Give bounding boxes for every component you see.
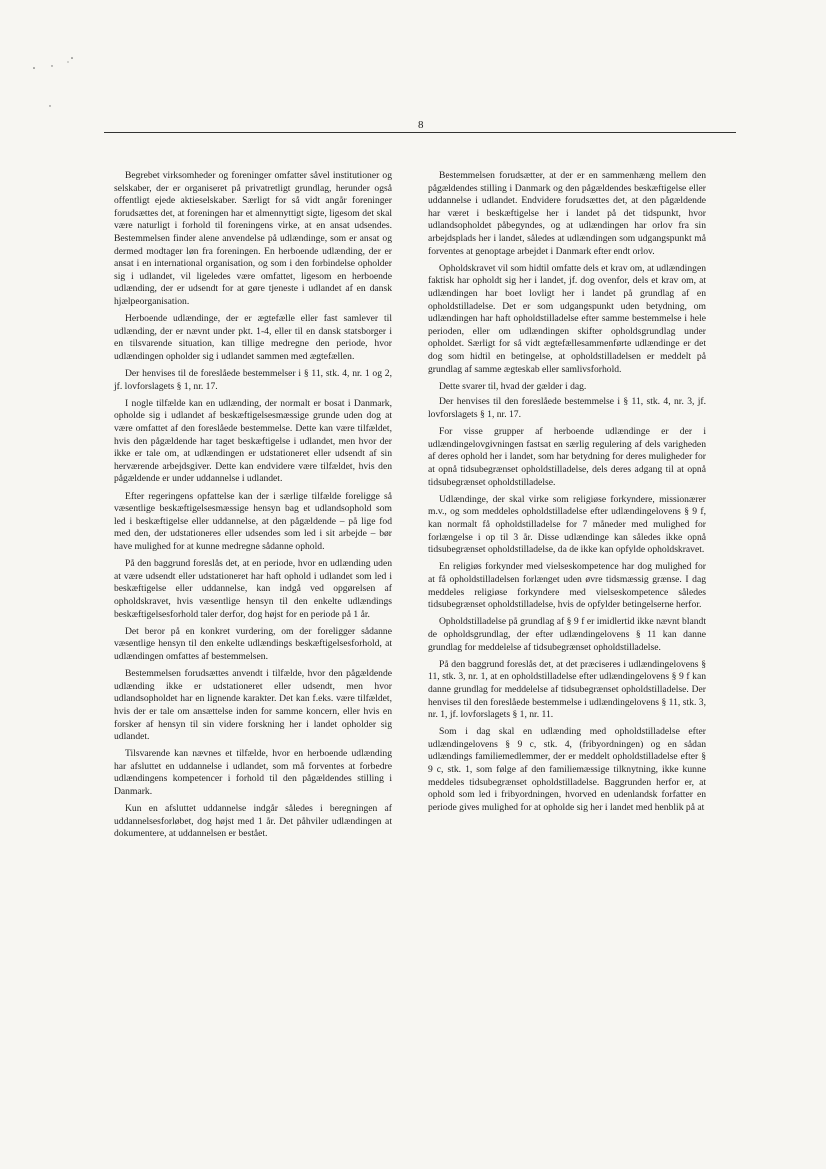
right-column: [428, 170, 706, 819]
paragraph: Efter regeringens opfattelse kan der i særlige tilfælde foreligge så væsentlige beskæftigelsesmæssige hensyn bag et udlandsophold som led i beskæftigelse eller uddannelse, at den pågældende – på lige fod med den, der udstationeres eller udsendes som led i sit arbejde – bør have mulighed for at kunne medregne sådanne ophold.: [114, 490, 392, 552]
paragraph: På den baggrund foreslås det, at det præciseres i udlændingelovens § 11, stk. 3, nr. 1, at en opholdstilladelse efter udlændingelovens § 9 f kan danne grundlag for meddelelse af tidsubegrænset opholdstilladelse. Der henvises til den foreslåede bestemmelse i udlændingelovens § 11, stk. 3, nr. 1, jf. lovforslagets § 1, nr. 11.: [428, 658, 706, 721]
paragraph: Kun en afsluttet uddannelse indgår således i beregningen af uddannelsesforløbet, dog højst med 1 år. Det påhviler udlændingen at dokumentere, at uddannelsen er bestået.: [114, 803, 392, 840]
paragraph: Der henvises til de foreslåede bestemmelser i § 11, stk. 4, nr. 1 og 2, jf. lovforslagets § 1, nr. 17.: [114, 368, 392, 392]
paragraph: Begrebet virksomheder og foreninger omfatter såvel institutioner og selskaber, der er organiseret på privatretligt grundlag, herunder også offentligt ejede aktieselskaber. Særligt for så vidt angår foreninger forudsættes det, at foreningen har et almennyttigt sigte, ligesom det skal være naturligt i forhold til foreningens virke, at en ansat udsendes. Bestemmelsen finder alene anvendelse på udlændinge, som er ansat og dermed modtager løn fra foreningen. En herboende udlænding, der er ansat i en international organisation, og som i den forbindelse opholder sig i udlandet, vil ligeledes være omfattet, ligesom en herboende udlænding, der er udsendt for at gøre tjeneste i udlandet af en dansk hjælpeorganisation.: [114, 170, 392, 307]
paragraph: Det beror på en konkret vurdering, om der foreligger sådanne væsentlige hensyn til den enkelte udlændings beskæftigelsesforhold, at udlændingen omfattes af bestemmelsen.: [114, 625, 392, 662]
paragraph: Opholdstilladelse på grundlag af § 9 f er imidlertid ikke nævnt blandt de opholdsgrundlag, der efter udlændingelovens § 11 kan danne grundlag for meddelelse af tidsubegrænset opholdstilladelse.: [428, 616, 706, 653]
left-column: [114, 170, 392, 846]
scan-specks: [28, 50, 88, 120]
header-rule: [104, 132, 736, 133]
paragraph: På den baggrund foreslås det, at en periode, hvor en udlænding uden at være udsendt eller udstationeret har haft ophold i udlandet som led i beskæftigelse eller uddannelse, kan indgå ved opgørelsen af opholdskravet, hvis væsentlige hensyn til den enkelte udlændings beskæftigelsesforhold taler derfor, dog højst for en periode på 1 år.: [114, 558, 392, 620]
paragraph: I nogle tilfælde kan en udlænding, der normalt er bosat i Danmark, opholde sig i udlandet af beskæftigelsesmæssige grunde uden dog at være omfattet af den foreslåede bestemmelse. Dette kan være tilfældet, hvis den pågældende har taget beskæftigelse i udlandet, men hvor der ikke er tale om, at udlændingen er udstationeret eller udsendt af sin herværende arbejdsgiver. Dette kan endvidere være tilfældet, hvis den pågældende er under uddannelse i udlandet.: [114, 397, 392, 485]
paragraph: Tilsvarende kan nævnes et tilfælde, hvor en herboende udlænding har afsluttet en uddannelse i udlandet, som må forventes at forbedre udlændingens kompetencer i forhold til den pågældendes stilling i Danmark.: [114, 748, 392, 798]
paragraph: Som i dag skal en udlænding med opholdstilladelse efter udlændingelovens § 9 c, stk. 4, (fribyordningen) og en sådan udlændings familiemedlemmer, der er meddelt opholdstilladelse efter § 9 c, stk. 1, som følge af den familiemæssige tilknytning, ikke kunne meddeles tidsubegrænset opholdstilladelse. Baggrunden herfor er, at ophold som led i fribyordningen, hvorved en udenlandsk forfatter en periode gives mulighed for at opholde sig her i landet med henblik på at: [428, 726, 706, 813]
paragraph: Der henvises til den foreslåede bestemmelse i § 11, stk. 4, nr. 3, jf. lovforslagets § 1, nr. 17.: [428, 396, 706, 421]
paragraph: Opholdskravet vil som hidtil omfatte dels et krav om, at udlændingen faktisk har opholdt sig her i landet, jf. dog ovenfor, dels et krav om, at udlændingen har boet lovligt her i landet på grundlag af en opholdstilladelse. Det er som udgangspunkt uden betydning, om udlændingen har haft opholdstilladelse efter samme bestemmelse i hele perioden, eller om udlændingen skifter opholdsgrundlag under opholdet. Særligt for så vidt ægtefællesammenførte udlændinge er det dog som hidtil en betingelse, at opholdstilladelsen er meddelt på grundlag af samme ægteskab eller samlivsforhold.: [428, 262, 706, 375]
page-number: 8: [418, 119, 424, 131]
paragraph: En religiøs forkynder med vielseskompetence har dog mulighed for at få opholdstilladelsen forlænget uden øvre tidsmæssig grænse. I dag meddeles religiøse forkyndere med vielseskompetence således tidsubegrænset opholdstilladelse, hvis de opfylder betingelserne herfor.: [428, 561, 706, 611]
paragraph: Bestemmelsen forudsættes anvendt i tilfælde, hvor den pågældende udlænding ikke er udstationeret eller udsendt, men hvor udlandsopholdet har en lignende karakter. Det kan f.eks. være tilfældet, hvis der er tale om ansættelse inden for samme koncern, eller hvis en forsker af hensyn til sin videre forskning her i landet opholder sig udlandet.: [114, 668, 392, 743]
paragraph: For visse grupper af herboende udlændinge er der i udlændingelovgivningen fastsat en særlig regulering af dels varigheden af deres ophold her i landet, som har betydning for deres muligheder for at opnå tidsubegrænset opholdstilladelse, dels deres adgang til at opnå tidsubegrænset opholdstilladelse.: [428, 426, 706, 488]
paragraph: Bestemmelsen forudsætter, at der er en sammenhæng mellem den pågældendes stilling i Danmark og den pågældendes beskæftigelse eller uddannelse i udlandet. Endvidere forudsættes det, at den pågældende har været i beskæftigelse her i landet på det tidspunkt, hvor udlandsopholdet påbegyndes, og at udlændingen har orlov fra sin arbejdsplads her i landet, således at udlændingen som udgangspunkt må forventes at genoptage arbejdet i Danmark efter endt orlov.: [428, 170, 706, 257]
paragraph: Herboende udlændinge, der er ægtefælle eller fast samlever til udlænding, der er nævnt under pkt. 1-4, eller til en dansk statsborger i en tilsvarende situation, kan tillige medregne den periode, hvor udlændingen opholder sig i udlandet sammen med ægtefællen.: [114, 313, 392, 362]
paragraph: Udlændinge, der skal virke som religiøse forkyndere, missionærer m.v., og som meddeles opholdstilladelse efter udlændingelovens § 9 f, kan normalt få opholdstilladelse for 7 måneder med mulighed for forlængelse i op til 3 år. Disse udlændinge kan således ikke opnå tidsubegrænset opholdstilladelse, da de ikke kan opfylde opholdskravet.: [428, 493, 706, 556]
paragraph: Dette svarer til, hvad der gælder i dag.: [439, 380, 587, 392]
